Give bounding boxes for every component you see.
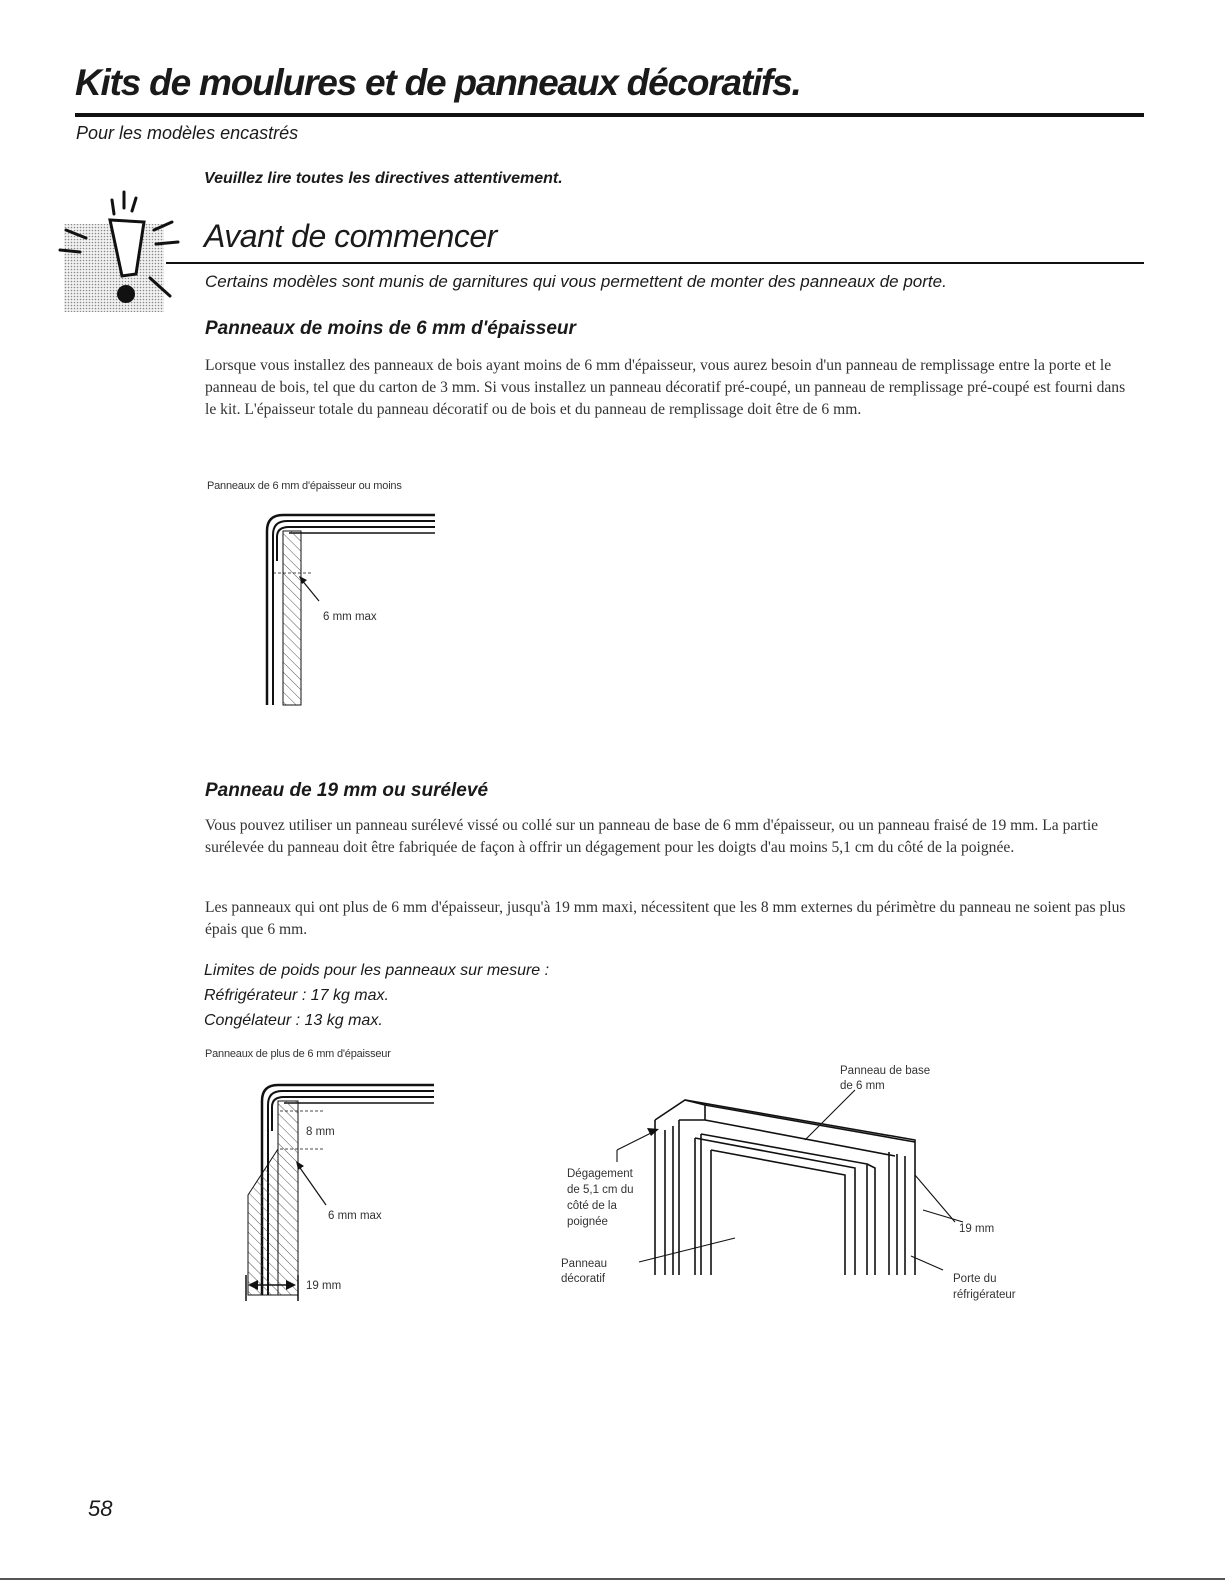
heading-raised-panels: Panneau de 19 mm ou surélevé — [205, 780, 489, 801]
limits-freezer: Congélateur : 13 kg max. — [204, 1012, 383, 1029]
page-subtitle: Pour les modèles encastrés — [76, 123, 299, 143]
label-8mm: 8 mm — [306, 1126, 335, 1138]
label-base-panel-2: de 6 mm — [840, 1080, 885, 1092]
figure-caption-raised: Panneaux de plus de 6 mm d'épaisseur — [205, 1048, 391, 1060]
paragraph-raised-2: Les panneaux qui ont plus de 6 mm d'épaisseur, jusqu'à 19 mm maxi, nécessitent que les 8 mm externes du périmètre du panneau ne soient pas plus épais que 6 mm. — [205, 899, 1126, 938]
weight-limits — [204, 958, 549, 1033]
section-title: Avant de commencer — [204, 218, 497, 254]
instruction-note: Veuillez lire toutes les directives attentivement. — [204, 170, 563, 187]
heading-thin-panels: Panneaux de moins de 6 mm d'épaisseur — [205, 318, 576, 339]
label-19mm-right: 19 mm — [959, 1223, 995, 1235]
paragraph-raised-1: Vous pouvez utiliser un panneau surélevé vissé ou collé sur un panneau de base de 6 mm d'épaisseur, ou un panneau fraisé de 19 mm. La partie surélevée du panneau doit être fabriquée de façon à offrir un dégagement pour les doigts d'au moins 5,1 cm du côté de la poignée. — [205, 817, 1099, 856]
label-6mm-max: 6 mm max — [323, 611, 377, 623]
label-clearance-1: Dégagement — [567, 1168, 633, 1180]
label-decor-panel-2: décoratif — [561, 1273, 606, 1285]
label-clearance-2: de 5,1 cm du — [567, 1184, 634, 1196]
figure-raised-panel — [240, 1075, 450, 1310]
figure-caption-thin: Panneaux de 6 mm d'épaisseur ou moins — [207, 480, 402, 492]
limits-heading: Limites de poids pour les panneaux sur mesure : — [204, 962, 550, 979]
label-6mm-max-raised: 6 mm max — [328, 1210, 382, 1222]
warning-exclamation-icon — [58, 178, 188, 318]
title-rule — [75, 113, 1144, 117]
limits-fridge: Réfrigérateur : 17 kg max. — [204, 987, 389, 1004]
label-door-2: réfrigérateur — [953, 1289, 1016, 1301]
bottom-rule — [0, 1578, 1225, 1580]
label-clearance-4: poignée — [567, 1216, 608, 1228]
figure-thin-panel — [255, 505, 445, 710]
figure-door-isometric — [555, 1060, 1035, 1320]
label-clearance-3: côté de la — [567, 1200, 617, 1212]
label-19mm-left: 19 mm — [306, 1280, 342, 1292]
label-base-panel-1: Panneau de base — [840, 1065, 931, 1077]
page-title: Kits de moulures et de panneaux décoratifs. — [75, 62, 801, 103]
label-decor-panel-1: Panneau — [561, 1258, 608, 1270]
section-rule — [166, 262, 1144, 264]
paragraph-thin-panels: Lorsque vous installez des panneaux de bois ayant moins de 6 mm d'épaisseur, vous aurez besoin d'un panneau de remplissage entre la porte et le panneau de bois, tel que du carton de 3 mm. Si vous installez un panneau décoratif pré-coupé, un panneau de remplissage pré-coupé est fourni dans le kit. L'épaisseur totale du panneau décoratif ou de bois et du panneau de remplissage doit être de 6 mm. — [205, 357, 1126, 418]
label-door-1: Porte du — [953, 1273, 997, 1285]
section-intro: Certains modèles sont munis de garnitures qui vous permettent de monter des panneaux de porte. — [205, 272, 947, 291]
page-number: 58 — [88, 1496, 113, 1521]
